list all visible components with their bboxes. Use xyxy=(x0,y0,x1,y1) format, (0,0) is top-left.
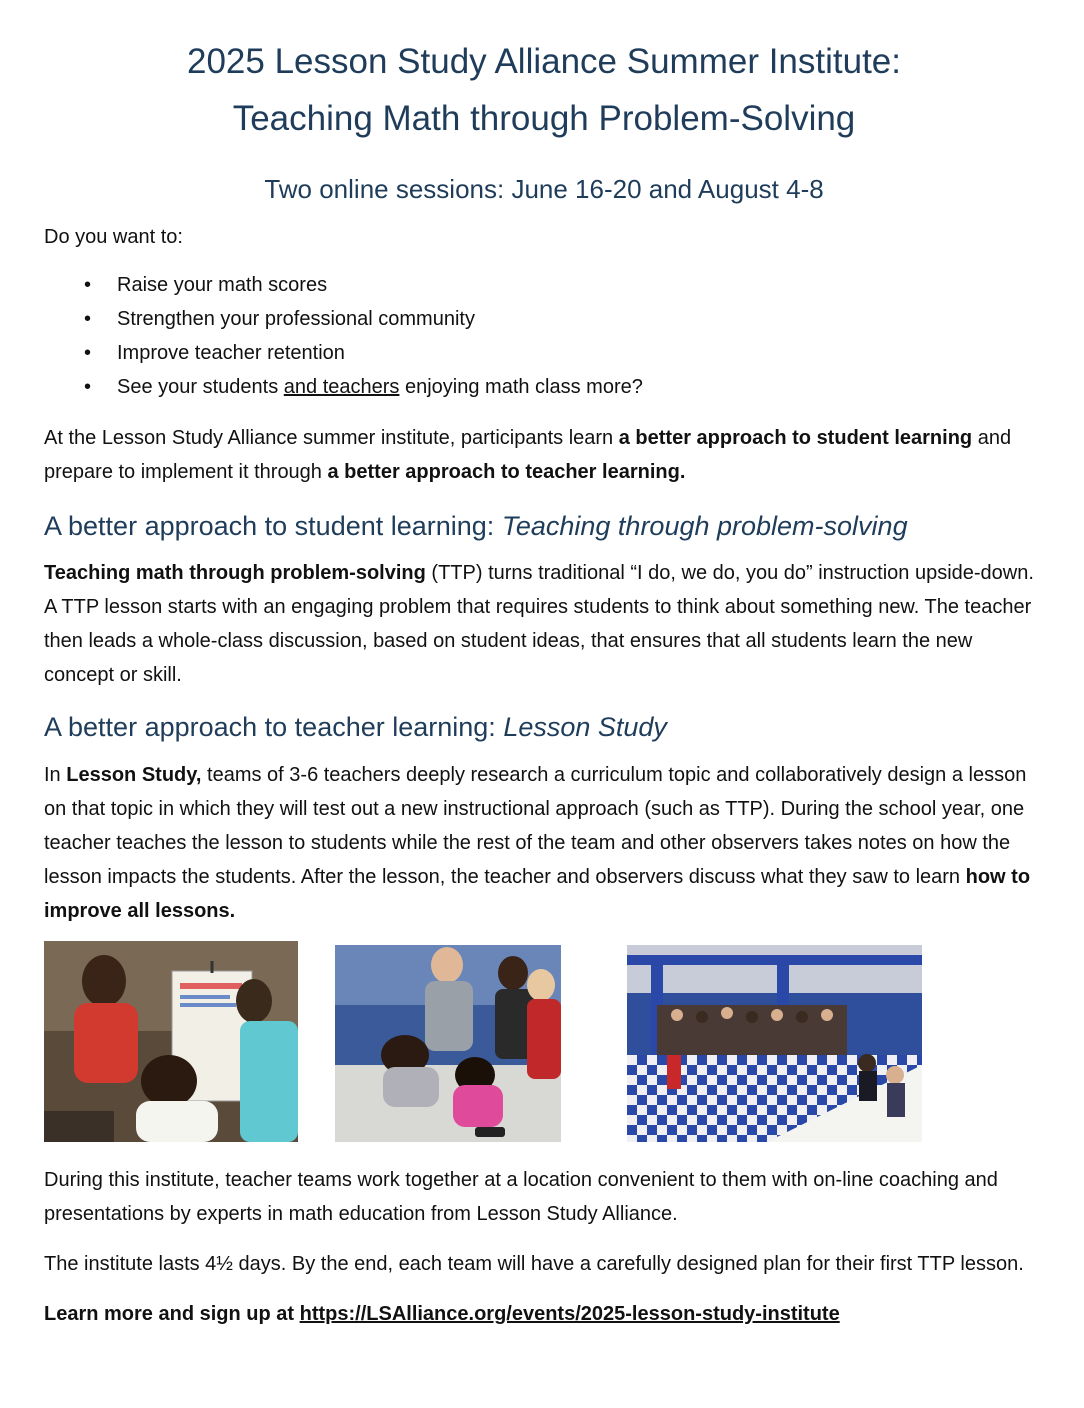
ttp-description: (TTP) turns traditional “I do, we do, you do” instruction upside-down. A TTP lesson starts with an engaging problem that requires students to think about something new. The teacher then leads a whole-class discussion, based on student ideas, that ensures that all students learn the new concept or skill. xyxy=(44,562,1034,686)
lesson-study-description: teams of 3-6 teachers deeply research a curriculum topic and collaboratively design a lesson on that topic in which they will test out a new instructional approach (such as TTP). During the school year, one teacher teaches the lesson to students while the rest of the team and other observers takes notes on how the lesson impacts the students. After the lesson, the teacher and observers discuss what they saw to learn xyxy=(44,764,1027,888)
institute-format-paragraph: During this institute, teacher teams work together at a location convenient to them with on-line coaching and presentations by experts in math education from Lesson Study Alliance. xyxy=(44,1169,998,1225)
flyer-page xyxy=(44,0,1044,1331)
heading-plain: A better approach to student learning: xyxy=(44,511,502,541)
overview-paragraph xyxy=(44,421,1044,489)
lesson-study-bold-end: how to improve all lessons. xyxy=(44,866,1031,922)
photo-row xyxy=(44,941,1044,1146)
signup-label: Learn more and sign up at xyxy=(44,1303,300,1325)
title-line-1: 2025 Lesson Study Alliance Summer Institute: xyxy=(186,42,901,81)
list-item xyxy=(84,370,1044,404)
overview-text-mid: and prepare to implement it through xyxy=(44,427,1012,483)
photo-observers-students-image xyxy=(335,945,561,1142)
intro-question: Do you want to: xyxy=(44,226,183,248)
heading-plain: A better approach to teacher learning: xyxy=(44,712,504,742)
page-title xyxy=(24,33,1064,147)
bullet-icon: • xyxy=(84,308,92,330)
institute-duration-paragraph: The institute lasts 4½ days. By the end, each team will have a carefully designed plan for their first TTP lesson. xyxy=(44,1253,1024,1275)
list-item-text: See your students xyxy=(117,376,284,398)
lesson-study-text: In xyxy=(44,764,67,786)
teacher-learning-heading xyxy=(44,709,1044,745)
signup-line xyxy=(44,1297,1044,1331)
student-learning-paragraph xyxy=(44,556,1044,692)
bullet-icon: • xyxy=(84,274,92,296)
list-item xyxy=(84,302,1044,336)
photo-teachers-easel xyxy=(44,941,298,1142)
photo-observers-students xyxy=(335,945,561,1142)
goals-list xyxy=(44,268,1044,404)
teacher-learning-paragraph xyxy=(44,758,1044,928)
overview-text: At the Lesson Study Alliance summer institute, participants learn xyxy=(44,427,619,449)
list-item-text: Strengthen your professional community xyxy=(117,308,475,330)
list-item-text: Improve teacher retention xyxy=(117,342,345,364)
overview-bold-teacher: a better approach to teacher learning. xyxy=(327,461,686,483)
heading-italic: Lesson Study xyxy=(503,712,667,742)
photo-post-lesson-discussion-image xyxy=(627,945,922,1142)
photo-post-lesson-discussion xyxy=(627,945,922,1142)
student-learning-heading xyxy=(44,508,1044,544)
photo-teachers-easel-image xyxy=(44,941,298,1142)
signup-link[interactable]: https://LSAlliance.org/events/2025-lesson-study-institute xyxy=(299,1303,840,1325)
list-item-text: Raise your math scores xyxy=(117,274,328,296)
bullet-icon: • xyxy=(84,342,92,364)
heading-italic: Teaching through problem-solving xyxy=(501,511,908,541)
overview-bold-student: a better approach to student learning xyxy=(618,427,973,449)
underlined-phrase: and teachers xyxy=(283,376,400,398)
ttp-bold-term: Teaching math through problem-solving xyxy=(44,562,426,584)
title-line-2: Teaching Math through Problem-Solving xyxy=(232,99,856,138)
lesson-study-bold-term: Lesson Study, xyxy=(66,764,202,786)
session-dates-subtitle: Two online sessions: June 16-20 and August 4-8 xyxy=(264,174,824,204)
list-item xyxy=(84,336,1044,370)
bullet-icon: • xyxy=(84,376,92,398)
list-item-text-end: enjoying math class more? xyxy=(399,376,643,398)
list-item xyxy=(84,268,1044,302)
